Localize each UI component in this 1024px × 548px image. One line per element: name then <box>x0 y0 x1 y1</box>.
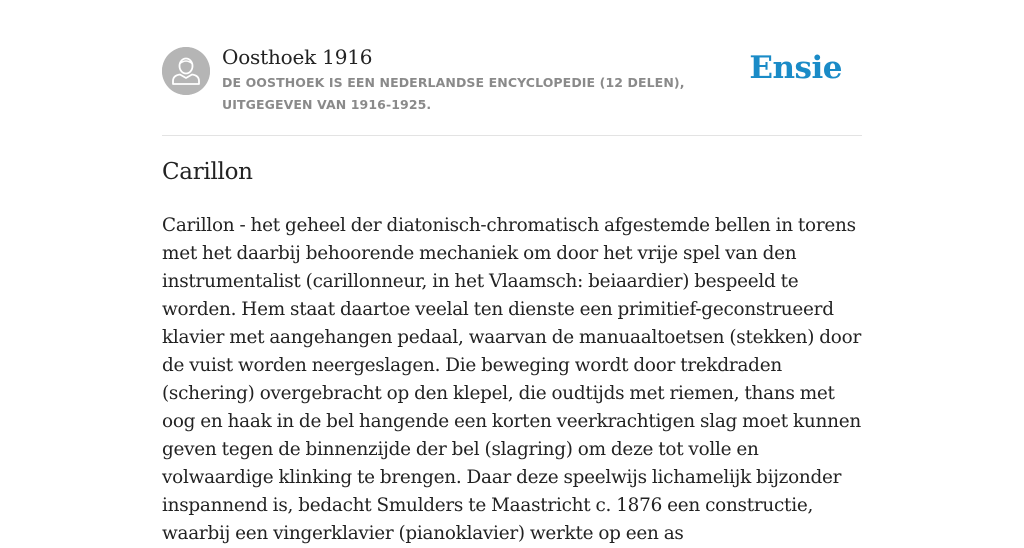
source-header <box>162 44 862 134</box>
source-description: DE OOSTHOEK IS EEN NEDERLANDSE ENCYCLOPEDIE (12 DELEN), UITGEGEVEN VAN 1916-1925. <box>222 75 685 112</box>
header-divider <box>162 135 862 136</box>
brand-logo[interactable]: Ensie <box>749 50 842 86</box>
user-icon[interactable] <box>162 47 210 95</box>
entry-body: Carillon - het geheel der diatonisch-chromatisch afgestemde bellen in torens met het daarbij behoorende mechaniek om door het vrije spel van den instrumentalist (carillonneur, in het Vlaamsch: beiaardier) bespeeld te worden. Hem staat daartoe veelal ten dienste een primitief-geconstrueerd klavier met aangehangen pedaal, waarvan de manuaaltoetsen (stekken) door de vuist worden neergeslagen. Die beweging wordt door trekdraden (schering) overgebracht op den klepel, die oudtijds met riemen, thans met oog en haak in de bel hangende een korten veerkrachtigen slag moet kunnen geven tegen de binnenzijde der bel (slagring) om deze tot volle en volwaardige klinking te brengen. Daar deze speelwijs lichamelijk bijzonder inspannend is, bedacht Smulders te Maastricht c. 1876 een constructie, waarbij een vingerklavier (pianoklavier) werkte op een as <box>162 215 861 544</box>
source-title[interactable]: Oosthoek 1916 <box>222 45 373 69</box>
entry-title: Carillon <box>162 159 253 185</box>
